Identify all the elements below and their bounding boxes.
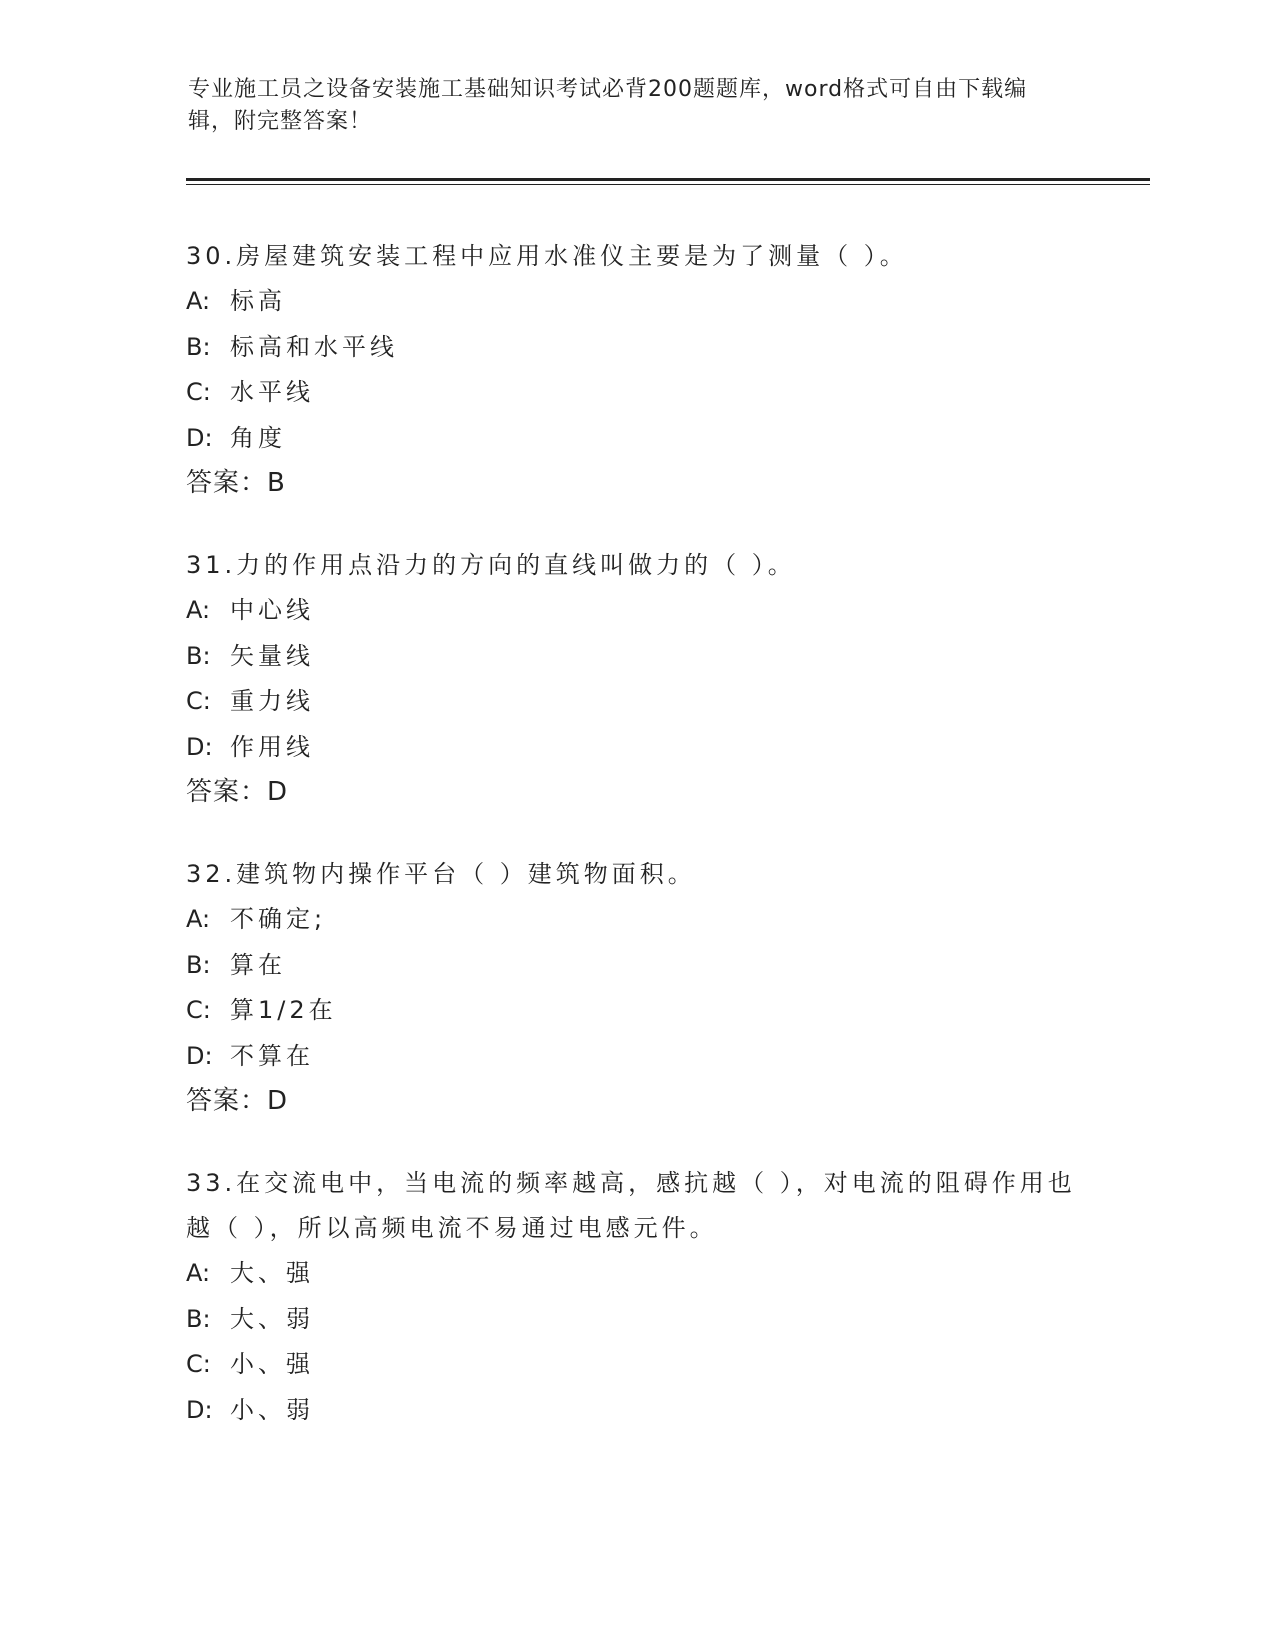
- option-text: 作用线: [230, 732, 314, 761]
- option-c: [186, 988, 1086, 1034]
- option-a: [186, 588, 1086, 634]
- question-block: [186, 234, 1086, 506]
- option-text: 不确定;: [230, 905, 327, 933]
- option-text: 算在: [230, 950, 286, 979]
- option-d: [186, 1034, 1086, 1080]
- option-a: [186, 279, 1086, 325]
- option-text: 矢量线: [230, 641, 314, 670]
- option-text: 大、强: [230, 1259, 314, 1287]
- option-letter: D:: [186, 423, 213, 452]
- option-letter: B:: [186, 641, 211, 670]
- question-stem: 30.房屋建筑安装工程中应用水准仪主要是为了测量（ ）。: [186, 242, 908, 270]
- option-a: [186, 897, 1086, 943]
- option-text: 标高和水平线: [230, 332, 398, 361]
- option-letter: A:: [186, 287, 211, 315]
- option-letter: C:: [186, 1350, 211, 1378]
- question-block: [186, 852, 1086, 1124]
- option-b: [186, 943, 1086, 989]
- option-letter: B:: [186, 332, 211, 361]
- header-divider-thin: [186, 184, 1150, 185]
- option-b: [186, 634, 1086, 680]
- option-d: [186, 725, 1086, 771]
- option-letter: A:: [186, 905, 211, 933]
- option-text: 中心线: [230, 596, 314, 624]
- option-b: [186, 325, 1086, 371]
- option-a: [186, 1251, 1086, 1297]
- option-b: [186, 1297, 1086, 1343]
- question-stem: 33.在交流电中，当电流的频率越高，感抗越（ ），对电流的阻碍作用也越（ ），所以高频电流不易通过电感元件。: [186, 1169, 1076, 1242]
- option-text: 算1/2在: [230, 996, 337, 1024]
- answer-line: 答案：D: [186, 1086, 289, 1116]
- option-text: 角度: [230, 423, 286, 452]
- option-d: [186, 1388, 1086, 1434]
- option-letter: C:: [186, 378, 211, 406]
- answer-line: 答案：B: [186, 468, 286, 498]
- question-block: [186, 1161, 1086, 1433]
- option-text: 水平线: [230, 378, 314, 406]
- question-list: [186, 234, 1086, 1470]
- answer-line: 答案：D: [186, 777, 289, 807]
- option-letter: D:: [186, 732, 213, 761]
- option-text: 不算在: [230, 1041, 314, 1070]
- option-letter: B:: [186, 950, 211, 979]
- option-letter: C:: [186, 996, 211, 1024]
- option-letter: A:: [186, 596, 211, 624]
- option-c: [186, 370, 1086, 416]
- option-letter: D:: [186, 1395, 213, 1424]
- option-letter: C:: [186, 687, 211, 715]
- header-divider-thick: [186, 178, 1150, 181]
- option-letter: A:: [186, 1259, 211, 1287]
- option-text: 小、弱: [230, 1395, 314, 1424]
- option-text: 标高: [230, 287, 286, 315]
- option-c: [186, 679, 1086, 725]
- option-text: 小、强: [230, 1350, 314, 1378]
- question-block: [186, 543, 1086, 815]
- option-letter: B:: [186, 1304, 211, 1333]
- option-text: 大、弱: [230, 1304, 314, 1333]
- question-stem: 32.建筑物内操作平台（ ）建筑物面积。: [186, 860, 696, 888]
- option-d: [186, 416, 1086, 462]
- document-header-title: 专业施工员之设备安装施工基础知识考试必背200题题库，word格式可自由下载编辑，附完整答案！: [188, 77, 1028, 134]
- question-stem: 31.力的作用点沿力的方向的直线叫做力的（ ）。: [186, 551, 796, 579]
- option-c: [186, 1342, 1086, 1388]
- option-text: 重力线: [230, 687, 314, 715]
- option-letter: D:: [186, 1041, 213, 1070]
